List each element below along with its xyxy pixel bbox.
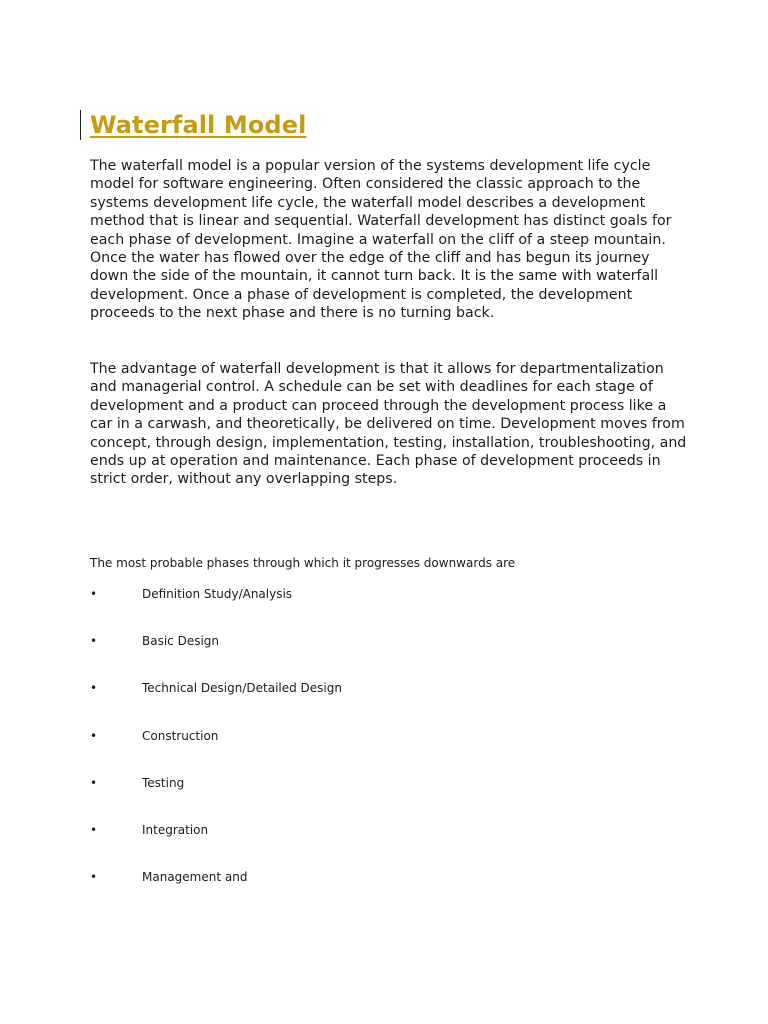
title-row — [80, 108, 306, 142]
bullet-icon: • — [90, 681, 98, 696]
paragraph-intro: The waterfall model is a popular version of the systems development life cycle model for software engineering. Often considered the classic approach to the systems development life cycle, the waterfall model describes a development method that is linear and sequential. Waterfall development has distinct goals for each phase of development. Imagine a waterfall on the cliff of a steep mountain. Once the water has flowed over the edge of the cliff and has begun its journey down the side of the mountain, it cannot turn back. It is the same with waterfall development. Once a phase of development is completed, the development proceeds to the next phase and there is no turning back. — [90, 158, 672, 322]
phase-label: Management and — [142, 870, 248, 885]
phase-label: Technical Design/Detailed Design — [142, 681, 342, 696]
phases-intro: The most probable phases through which it progresses downwards are — [90, 556, 516, 570]
bullet-icon: • — [90, 587, 98, 601]
phase-label: Testing — [142, 775, 185, 790]
phase-label: Integration — [142, 822, 209, 837]
phase-label: Definition Study/Analysis — [142, 587, 293, 601]
text-cursor — [80, 110, 81, 140]
paragraph-advantage: The advantage of waterfall development is that it allows for departmentalization and managerial control. A schedule can be set with deadlines for each stage of development and a product can proceed through the development process like a car in a carwash, and theoretically, be delivered on time. Development moves from concept, through design, implementation, testing, installation, troubleshooting, and ends up at operation and maintenance. Each phase of development proceeds in strict order, without any overlapping steps. — [90, 361, 687, 488]
phase-label: Construction — [142, 728, 219, 743]
bullet-icon: • — [90, 634, 98, 649]
bullet-icon: • — [90, 775, 98, 790]
bullet-icon: • — [90, 728, 98, 743]
bullet-icon: • — [90, 870, 98, 885]
phase-label: Basic Design — [142, 634, 220, 649]
bullet-icon: • — [90, 822, 98, 837]
document-title: Waterfall Model — [90, 111, 307, 139]
